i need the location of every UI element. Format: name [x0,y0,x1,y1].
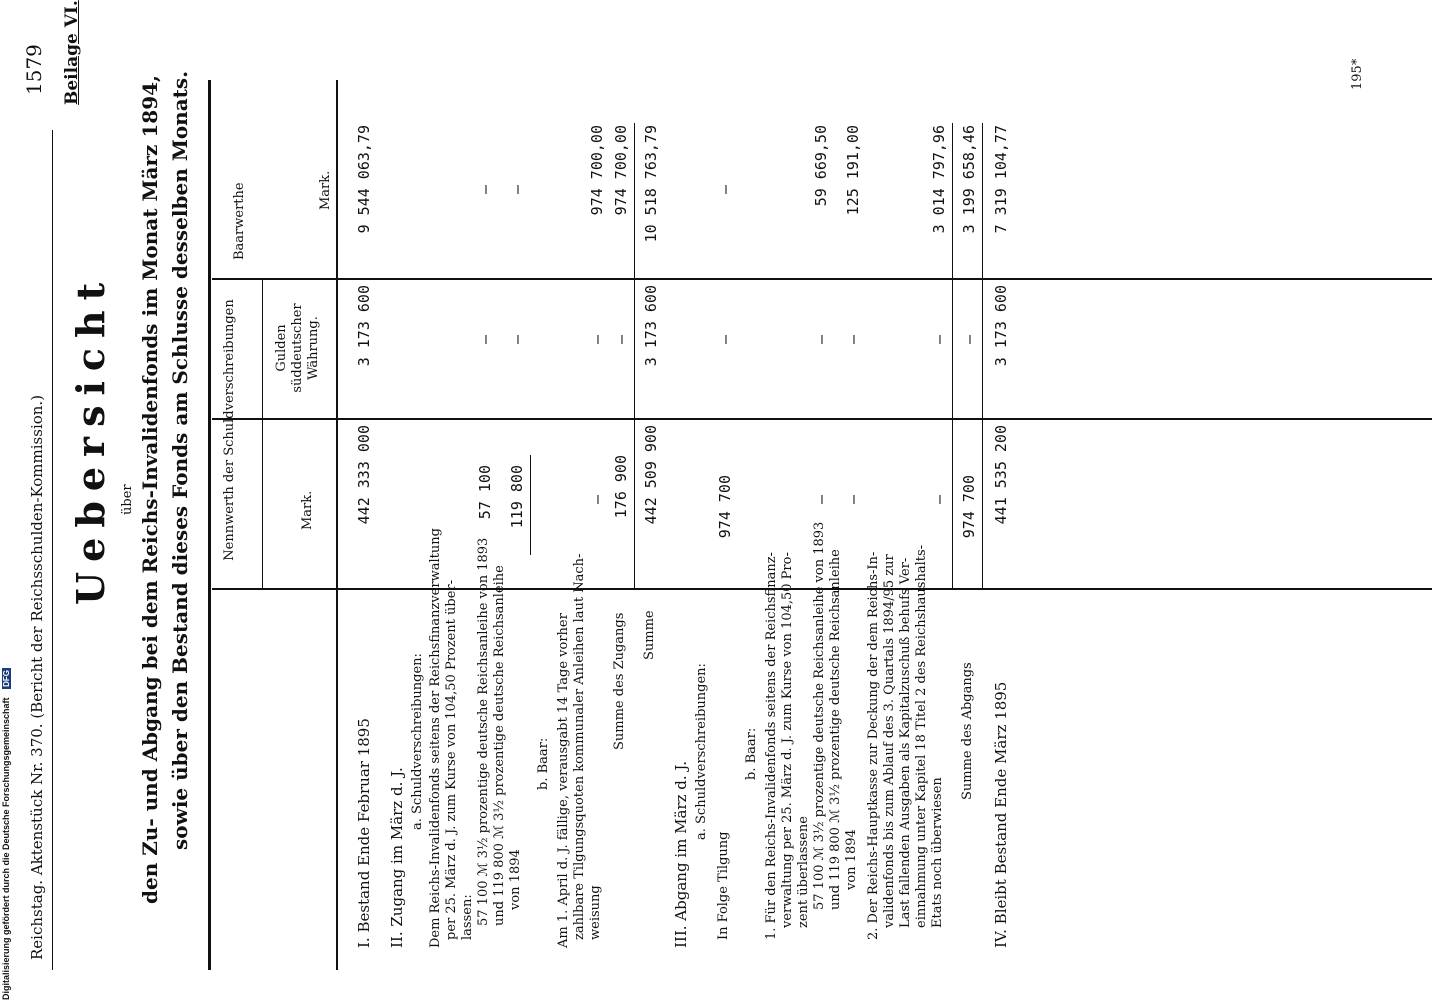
row-2a-baar-dash-1: — [476,185,494,195]
row-3b1-mark-dash-2: — [844,495,862,505]
row-3b-label: b. Baar: [744,727,759,780]
row-2a-text-3: lassen: [460,894,475,940]
row-2a-gulden-dash-1: — [476,335,494,345]
signature-mark: 195* [1350,58,1365,90]
row-3b1-text-4: 57 100 ℳ 3½ prozentige deutsche Reichsanleihe von 1893 [812,521,827,910]
row-2b-mark-dash: — [588,495,606,505]
row-3b1-gulden-dash-2: — [844,335,862,345]
row-1-mark: 442 333 000 [355,425,373,525]
row-3-sum-mark: 974 700 [960,475,978,539]
table-top-rule [208,80,211,970]
row-3b1-text-6: von 1894 [844,829,859,890]
row-2a-label: a. Schuldverschreibungen: [410,653,425,830]
row-2-sum-baar: 974 700,00 [612,125,630,216]
running-title: Reichstag. Aktenstück Nr. 370. (Bericht der Reichsschulden-Kommission.) [28,394,46,960]
row-2a-text-2: per 25. März d. J. zum Kurse von 104,50 Prozent über- [444,579,459,940]
total-mark: 442 509 900 [642,425,660,525]
header-gulden: Gulden süddeutscher Währung. [274,303,321,393]
row-2b-gulden-dash: — [588,335,606,345]
row-2-sum-gulden-dash: — [612,335,630,345]
header-rule [52,130,53,970]
side-note [1,610,19,1000]
row-3b1-baar-2: 125 191,00 [844,125,862,216]
row-3b1-mark-dash-1: — [812,495,830,505]
header-group: Nennwerth der Schuldverschreibungen [222,299,237,561]
header-bottom-rule [336,80,338,970]
row-2-sum-mark: 176 900 [612,455,630,519]
row-4-mark: 441 535 200 [992,425,1010,525]
row-1-baar: 9 544 063,79 [355,125,373,234]
row-4-gulden: 3 173 600 [992,285,1010,367]
row-3b2-text-5: Etats noch überwiesen [930,777,945,928]
row-2a-text-1: Dem Reichs-Invalidenfonds seitens der Reichsfinanzverwaltung [428,528,443,948]
row-4-label: IV. Bleibt Bestand Ende März 1895 [992,681,1010,948]
header-baar: Baarwerthe [232,182,247,260]
header-group-rule [262,280,263,588]
row-3a-label: a. Schuldverschreibungen: [694,663,709,840]
row-4-baar: 7 319 104,77 [992,125,1010,234]
row-3a-mark: 974 700 [716,475,734,539]
side-note-text: Digitalisierung gefördert durch die Deutsche Forschungsgemeinschaft [1,697,11,1000]
row-2a-item-3-value: 119 800 [508,465,526,529]
row-3b2-mark-dash: — [930,495,948,505]
row-3-sum-rule-bottom [982,123,983,588]
total-baar: 10 518 763,79 [642,125,660,243]
header-mark: Mark. [300,490,315,530]
beilage-label: Beilage VI. [62,0,82,105]
page-title: Uebersicht [68,272,113,605]
header-baar-unit: Mark. [318,170,333,210]
row-3a-text: In Folge Tilgung [716,831,731,940]
row-3b2-text-2: validenfonds bis zum Ablauf des 3. Quartals 1894/95 zur [882,554,897,928]
total-label: Summe [642,610,657,660]
dfg-logo: DFG [2,670,11,687]
row-2a-item-1: 57 100 ℳ 3½ prozentige deutsche Reichsanleihe von 1893 [476,537,491,926]
row-3b2-text-1: 2. Der Reichs-Hauptkasse zur Deckung der dem Reichs-In- [866,551,881,940]
row-2b-text-2: zahlbare Tilgungsquoten kommunaler Anleihen laut Nach- [572,553,587,940]
col-divider-3 [212,278,1432,280]
row-2a-subtotal-rule [530,455,531,555]
row-3-label: III. Abgang im März d. J. [672,760,690,948]
row-1-gulden: 3 173 600 [355,285,373,367]
row-3b1-baar-1: 59 669,50 [812,125,830,207]
row-2b-text-3: weisung [588,885,603,940]
row-3b1-gulden-dash-1: — [812,335,830,345]
col-divider-2 [212,418,1432,420]
row-2-label: II. Zugang im März d. J. [388,767,406,948]
row-3a-baar-dash: — [716,185,734,195]
row-2b-label: b. Baar: [536,737,551,790]
row-2b-text-1: Am 1. April d. J. fällige, verausgabt 14 Tage vorher [556,613,571,948]
row-3-sum-gulden-dash: — [960,335,978,345]
title-line-2: sowie über den Bestand dieses Fonds am Schlusse desselben Monats. [168,70,192,850]
row-2a-item-2: und 119 800 ℳ 3½ prozentige deutsche Reichsanleihe [492,565,507,926]
row-3b1-text-2: verwaltung per 25. März d. J. zum Kurse von 104,50 Pro- [780,552,795,928]
row-3b2-text-4: einnahmung unter Kapitel 18 Titel 2 des Reichshaushalts- [914,544,929,928]
row-3b1-text-5: und 119 800 ℳ 3½ prozentige deutsche Reichsanleihe [828,549,843,910]
row-2a-baar-dash-2: — [508,185,526,195]
row-2b-baar: 974 700,00 [588,125,606,216]
row-2a-gulden-dash-2: — [508,335,526,345]
row-2a-item-3: von 1894 [508,849,523,910]
row-3b1-text-1: 1. Für den Reichs-Invalidenfonds seitens der Reichsfinanz- [764,552,779,940]
row-3-sum-baar: 3 199 658,46 [960,125,978,234]
title-line-1: den Zu- und Abgang bei dem Reichs-Invalidenfonds im Monat März 1894, [138,74,162,904]
title-ueber: über [120,484,135,515]
row-1-label: I. Bestand Ende Februar 1895 [355,718,373,948]
row-2-sum-rule [634,123,635,588]
row-3-sum-rule-top [952,123,953,588]
row-3b1-text-3: zent überlassene [796,816,811,928]
row-3b2-text-3: Last fallenden Ausgaben als Kapitalzuschuß behufs Ver- [898,557,913,928]
row-3a-gulden-dash: — [716,335,734,345]
row-3-sum-label: Summe des Abgangs [960,662,975,800]
total-gulden: 3 173 600 [642,285,660,367]
page-number: 1579 [22,44,46,95]
row-2a-item-1-value: 57 100 [476,465,494,520]
row-2-sum-label: Summe des Zugangs [612,612,627,750]
row-3b2-baar: 3 014 797,96 [930,125,948,234]
row-3b2-gulden-dash: — [930,335,948,345]
